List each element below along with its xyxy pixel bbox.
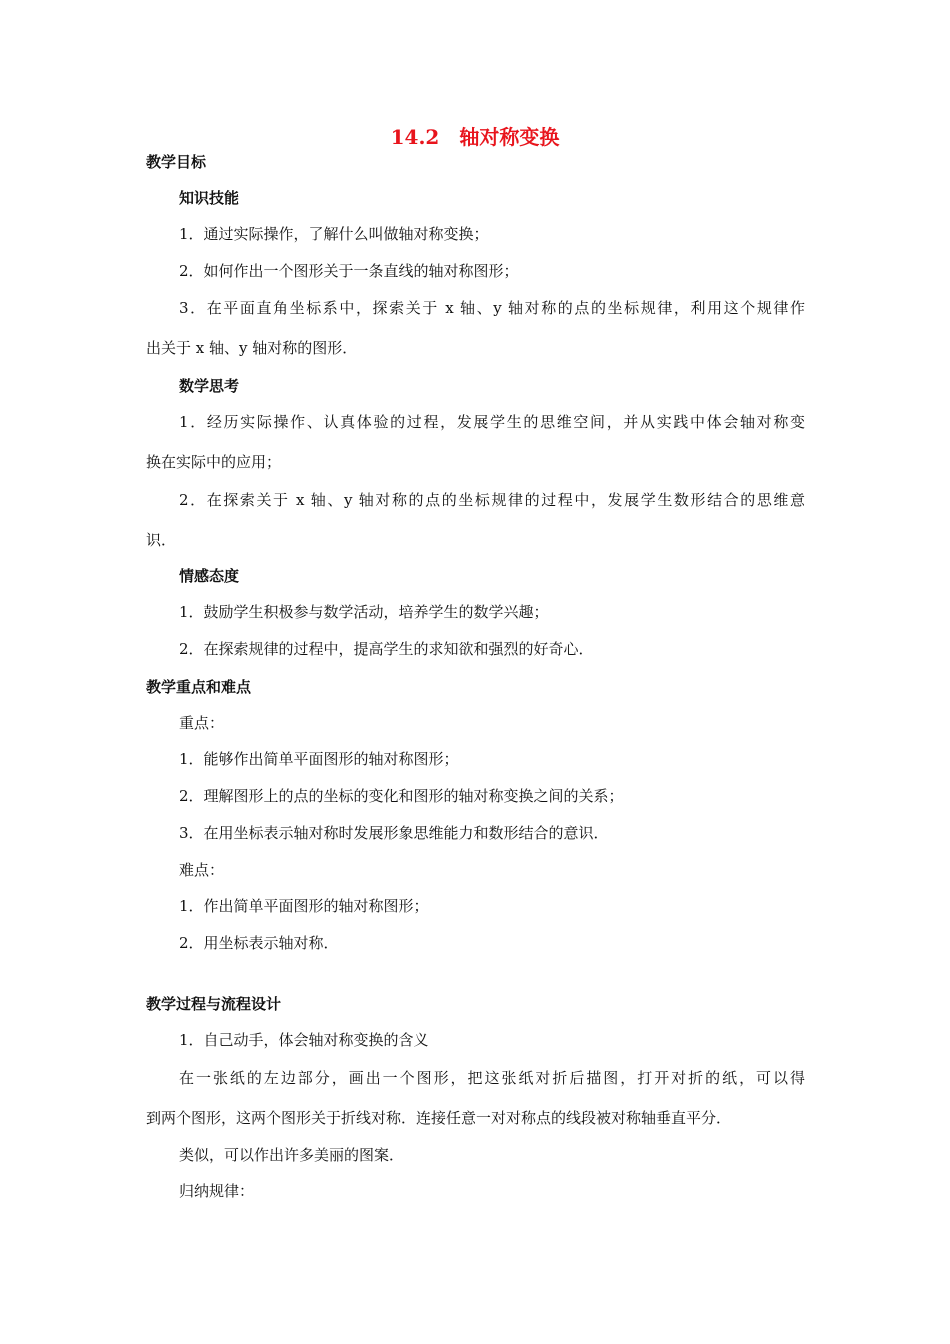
difficult-item: 2．用坐标表示轴对称． bbox=[179, 934, 339, 952]
difficult-label: 难点： bbox=[179, 861, 225, 879]
process-line: 1．自己动手，体会轴对称变换的含义 bbox=[179, 1031, 429, 1049]
knowledge-item: 3．在平面直角坐标系中，探索关于 x 轴、y 轴对称的点的坐标规律，利用这个规律作 bbox=[179, 299, 805, 317]
process-line: 类似，可以作出许多美丽的图案． bbox=[179, 1146, 405, 1164]
subheading-thinking: 数学思考 bbox=[179, 377, 240, 395]
key-item: 2．理解图形上的点的坐标的变化和图形的轴对称变换之间的关系； bbox=[179, 787, 624, 805]
subheading-knowledge: 知识技能 bbox=[179, 189, 240, 207]
key-item: 3．在用坐标表示轴对称时发展形象思维能力和数形结合的意识． bbox=[179, 824, 609, 842]
key-item: 1．能够作出简单平面图形的轴对称图形； bbox=[179, 750, 459, 768]
thinking-item: 2．在探索关于 x 轴、y 轴对称的点的坐标规律的过程中，发展学生数形结合的思维意 bbox=[179, 491, 805, 509]
key-label: 重点： bbox=[179, 714, 225, 732]
attitude-item: 2．在探索规律的过程中，提高学生的求知欲和强烈的好奇心． bbox=[179, 640, 594, 658]
thinking-item: 1．经历实际操作、认真体验的过程，发展学生的思维空间，并从实践中体会轴对称变 bbox=[179, 413, 805, 431]
difficult-item: 1．作出简单平面图形的轴对称图形； bbox=[179, 897, 429, 915]
knowledge-item: 2．如何作出一个图形关于一条直线的轴对称图形； bbox=[179, 262, 519, 280]
section-heading-objectives: 教学目标 bbox=[146, 153, 207, 171]
page-title: 14.2 轴对称变换 bbox=[390, 125, 560, 149]
section-heading-process: 教学过程与流程设计 bbox=[146, 995, 282, 1013]
process-line: 归纳规律： bbox=[179, 1182, 255, 1200]
knowledge-item: 1．通过实际操作，了解什么叫做轴对称变换； bbox=[179, 225, 489, 243]
section-heading-keypoints: 教学重点和难点 bbox=[146, 678, 252, 696]
process-line-continued: 到两个图形，这两个图形关于折线对称．连接任意一对对称点的线段被对称轴垂直平分． bbox=[146, 1109, 732, 1127]
thinking-item-continued: 换在实际中的应用； bbox=[146, 453, 282, 471]
knowledge-item-continued: 出关于 x 轴、y 轴对称的图形． bbox=[146, 339, 358, 357]
subheading-attitude: 情感态度 bbox=[179, 567, 240, 585]
process-line: 在一张纸的左边部分，画出一个图形，把这张纸对折后描图，打开对折的纸，可以得 bbox=[179, 1069, 805, 1087]
attitude-item: 1．鼓励学生积极参与数学活动，培养学生的数学兴趣； bbox=[179, 603, 549, 621]
thinking-item-continued: 识． bbox=[146, 531, 177, 549]
